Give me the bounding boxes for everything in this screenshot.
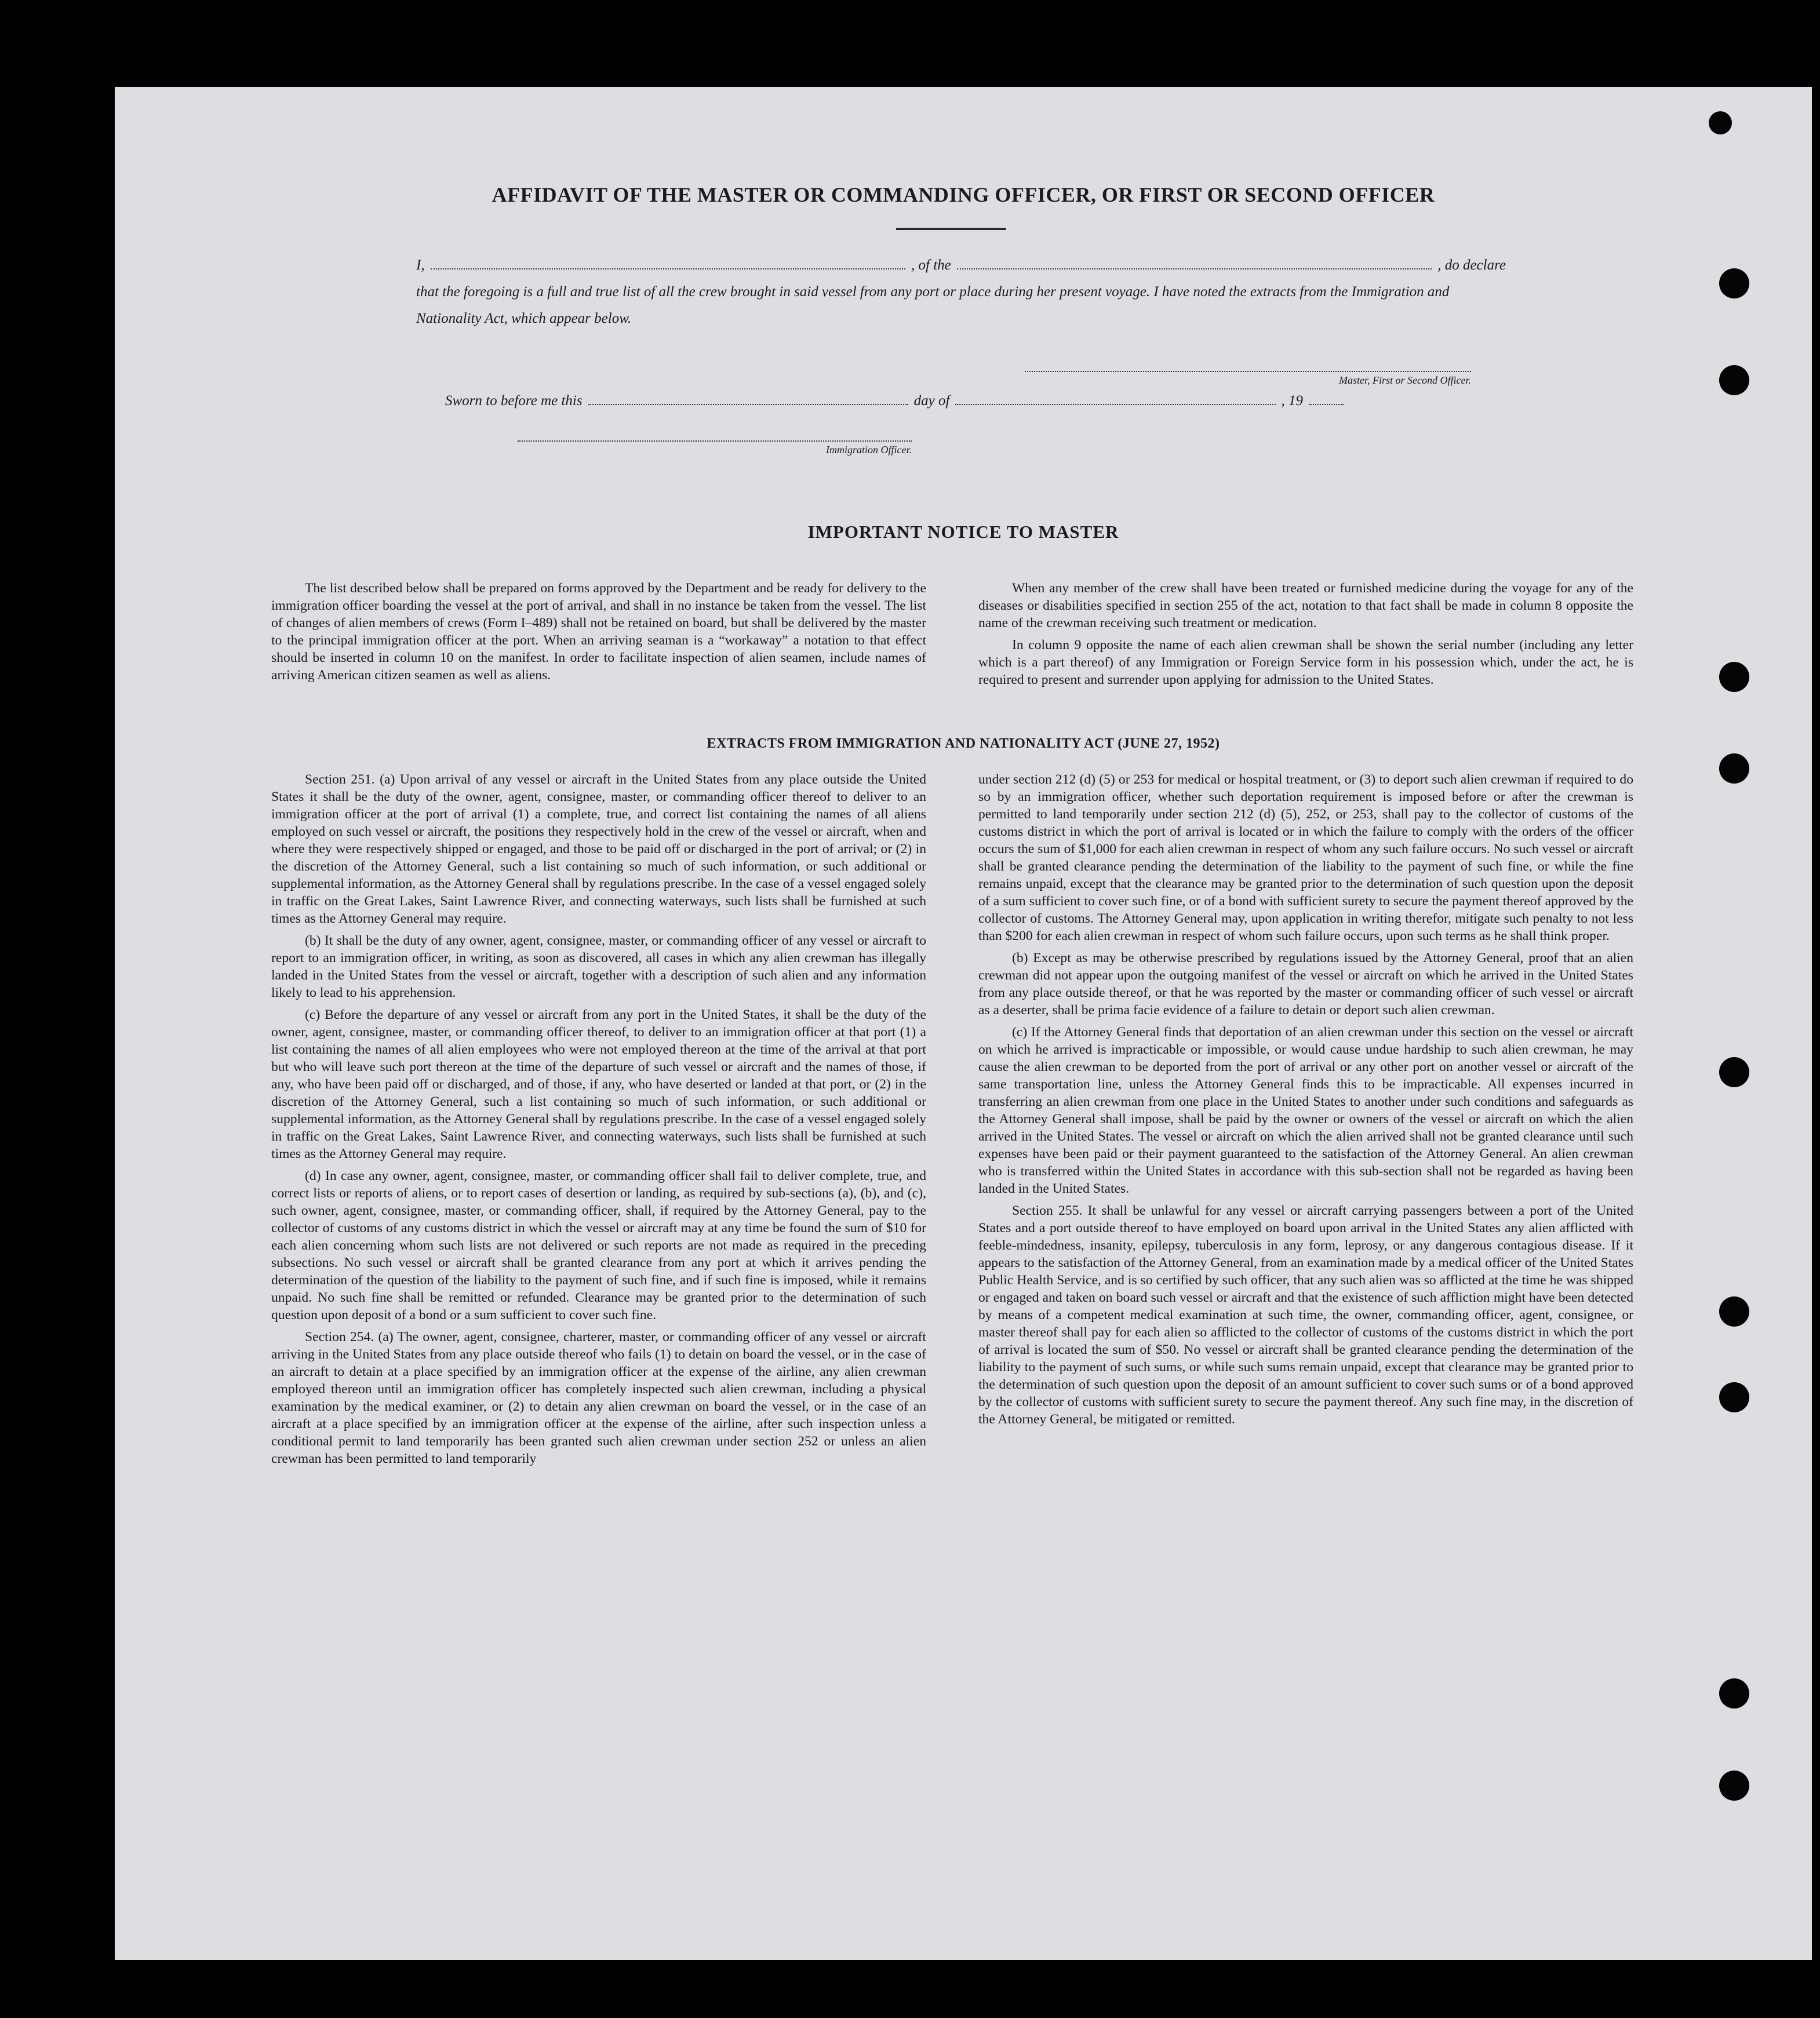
extract-paragraph: (c) If the Attorney General finds that deportation of an alien crewman under this section on the vessel or aircraft on which he arrived is impracticable or impossible, or would cause undue hardship to such alien crewman, he may cause the alien crewman to be deported from the port of arrival or any other port on another vessel or aircraft of the same transportation line, unless the Attorney General finds this to be impracticable. All expenses incurred in transferring an alien crewman from one place in the United States to another under such conditions and safeguards as the Attorney General shall impose, shall be paid by the owner or owners of the vessel or aircraft on which the alien arrived in the United States. The vessel or aircraft on which the alien arrived shall not be granted clearance until such expenses have been paid or their payment guaranteed to the satisfaction of the Attorney General. An alien crewman who is transferred within the United States in accordance with this sub-section shall not be regarded as having been landed in the United States. — [978, 1025, 1633, 1196]
binder-hole — [1719, 753, 1749, 784]
extract-paragraph: Section 255. It shall be unlawful for any vessel or aircraft carrying passengers between a port of the United States and a port outside thereof to have employed on board upon arrival in the United States any alien afflicted with feeble-mindedness, insanity, epilepsy, tuberculosis in any form, leprosy, or any dangerous contagious disease. If it appears to the satisfaction of the Attorney General, from an examination made by a medical officer of the United States Public Health Service, and is so certified by such officer, that any such alien was so afflicted at the time he was shipped or engaged and taken on board such vessel or aircraft and that the existence of such affliction might have been detected by means of a competent medical examination at such time, the owner, commanding officer, agent, consignee, or master thereof shall pay for each alien so afflicted to the collector of customs of the customs district in which the port of arrival is located the sum of $50. No vessel or aircraft shall be granted clearance pending the determination of the liability to the payment of such sums, or while such sums remain unpaid, except that clearance may be granted prior to the determination of such question upon the deposit of an amount sufficient to cover such sums or of a bond approved by the collector of customs with sufficient surety to secure the payment thereof. Any such fine may, in the discretion of the Attorney General, be mitigated or remitted. — [978, 1203, 1633, 1427]
affidavit-title: AFFIDAVIT OF THE MASTER OR COMMANDING OFFICER, OR FIRST OR SECOND OFFICER — [492, 183, 1435, 206]
binder-hole — [1719, 1382, 1749, 1412]
binder-hole — [1719, 1771, 1749, 1801]
binder-hole — [1719, 268, 1749, 298]
extract-paragraph: Section 254. (a) The owner, agent, consignee, charterer, master, or commanding officer of any vessel or aircraft arriving in the United States from any place outside thereof who fails (1) to detain on board the vessel, or in the case of an aircraft to detain at a place specified by an immigration officer at the expense of the airline, any alien crewman employed thereon until an immigration officer has completely inspected such alien crewman, including a physical examination by the medical examiner, or (2) to detain any alien crewman on board the vessel, or in the case of an aircraft at a place specified by an immigration officer at the expense of the airline, after such inspection unless a conditional permit to land temporarily has been granted such alien crewman under section 252 or unless an alien crewman has been permitted to land temporarily — [271, 1329, 926, 1466]
notice-title: IMPORTANT NOTICE TO MASTER — [807, 522, 1119, 542]
notice-left-column — [271, 580, 926, 689]
vessel-blank[interactable] — [957, 256, 1432, 269]
of-the-label: , of the — [911, 257, 951, 273]
binder-hole — [1709, 111, 1732, 134]
extract-paragraph: (d) In case any owner, agent, consignee, master, or commanding officer shall fail to deliver complete, true, and correct lists or reports of aliens, or to report cases of desertion or landing, as required by sub-sections (a), (b), and (c), such owner, agent, consignee, master, or commanding officer, shall, if required by the Attorney General, pay to the collector of customs of any customs district in which the vessel or aircraft may at any time be found the sum of $10 for each alien concerning whom such lists are not delivered or such reports are not made as required in the preceding subsections. No such vessel or aircraft shall be granted clearance from any port at which it arrives pending the determination of the question of the liability to the payment of such fine, and if such fine is imposed, while it remains unpaid. No such fine shall be remitted or refunded. Clearance may be granted prior to the determination of such question upon deposit of a bond or a sum sufficient to cover such fine. — [271, 1168, 926, 1323]
notice-paragraph: In column 9 opposite the name of each alien crewman shall be shown the serial number (including any letter which is a part thereof) of any Immigration or Foreign Service form in his possession which, under the act, he is required to present and surrender upon applying for admission to the United States. — [978, 638, 1633, 687]
extract-paragraph: under section 212 (d) (5) or 253 for medical or hospital treatment, or (3) to deport such alien crewman if required to do so by an immigration officer, whether such deportation requirement is imposed before or after the crewman is permitted to land temporarily under section 212 (d) (5), 252, or 253, shall pay to the collector of customs of the customs district in which the port of arrival is located or in which the failure to comply with the orders of the officer occurs the sum of $1,000 for each alien crewman in respect of whom any such failure occurs. No such vessel or aircraft shall be granted clearance pending the determination of the liability to the payment of such fine, or while the fine remains unpaid, except that the clearance may be granted prior to the determination of such question upon the deposit of a sum sufficient to cover such fine, or of a bond with sufficient surety to secure the payment thereof approved by the collector of customs. The Attorney General may, upon application in writing therefor, mitigate such penalty to not less than $200 for each alien crewman in respect of whom such failure occurs, upon such terms as he shall think proper. — [978, 772, 1633, 944]
day-of-label: day of — [913, 393, 950, 409]
extract-paragraph: Section 251. (a) Upon arrival of any vessel or aircraft in the United States from any place outside the United States it shall be the duty of the owner, agent, consignee, master, or commanding officer thereof to deliver to an immigration officer at the port of arrival (1) a complete, true, and correct list containing the names of all aliens employed on such vessel or aircraft, the positions they respectively hold in the crew of the vessel or aircraft, when and where they were respectively shipped or engaged, and those to be paid off or discharged in the port of arrival; or (2) in the discretion of the Attorney General, such a list containing so much of such information, or such additional or supplemental information, as the Attorney General shall by regulations prescribe. In the case of a vessel engaged solely in traffic on the Great Lakes, Saint Lawrence River, and connecting waterways, such lists shall be furnished at such times as the Attorney General may require. — [271, 772, 926, 926]
binder-hole — [1719, 1296, 1749, 1327]
binder-hole — [1719, 1678, 1749, 1709]
extracts-left-column — [271, 771, 926, 1472]
binder-hole — [1719, 1057, 1749, 1087]
sworn-label: Sworn to before me this — [445, 393, 583, 409]
name-blank[interactable] — [431, 256, 905, 269]
master-signature-line[interactable]: Master, First or Second Officer. — [1025, 371, 1471, 387]
document-page — [115, 87, 1812, 1960]
sworn-line — [445, 392, 1349, 409]
binder-hole — [1719, 365, 1749, 395]
notice-paragraph: The list described below shall be prepared on forms approved by the Department and be ready for delivery to the immigration officer boarding the vessel at the port of arrival, and shall in no instance be taken from the vessel. The list of changes of alien members of crews (Form I–489) shall not be retained on board, but shall be delivered by the master to the principal immigration officer at the port. When an arriving seaman is a “workaway” a notation to that effect should be inserted in column 10 on the manifest. In order to facilitate inspection of alien seamen, include names of arriving American citizen seamen as well as aliens. — [271, 581, 926, 683]
extracts-right-column — [978, 771, 1633, 1433]
do-declare-label: , do declare — [1437, 257, 1506, 273]
year-label: , 19 — [1281, 393, 1304, 409]
extracts-title: EXTRACTS FROM IMMIGRATION AND NATIONALITY ACT (JUNE 27, 1952) — [707, 736, 1220, 751]
notice-paragraph: When any member of the crew shall have been treated or furnished medicine during the voyage for any of the diseases or disabilities specified in section 255 of the act, notation to that fact shall be made in column 8 opposite the name of the crewman receiving such treatment or medication. — [978, 581, 1633, 631]
extract-paragraph: (c) Before the departure of any vessel or aircraft from any port in the United States, it shall be the duty of the owner, agent, consignee, master, or commanding officer thereof, to deliver to an immigration officer at that port (1) a list containing the names of all alien employees who were not employed thereon at the time of the arrival at that port but who will leave such port thereon at the time of the departure of such vessel or aircraft and the names of those, if any, who have been paid off or discharged, and of those, if any, who have deserted or landed at that port, or (2) in the discretion of the Attorney General, such a list containing so much of such information, or such additional or supplemental information, as the Attorney General shall by regulations prescribe. In the case of a vessel engaged solely in traffic on the Great Lakes, Saint Lawrence River, and connecting waterways, such lists shall be furnished at such times as the Attorney General may require. — [271, 1007, 926, 1161]
title-divider — [896, 228, 1006, 230]
extract-paragraph: (b) Except as may be otherwise prescribed by regulations issued by the Attorney General, proof that an alien crewman did not appear upon the outgoing manifest of the vessel or aircraft on which he arrived in the United States from any place outside thereof, or that he was reported by the master or commanding officer of such vessel or aircraft as a deserter, shall be prima facie evidence of a failure to detain or deport such alien crewman. — [978, 950, 1633, 1018]
year-blank[interactable] — [1309, 392, 1344, 405]
affidavit-statement: that the foregoing is a full and true list of all the crew brought in said vessel from any port or place during her present voyage. I have noted the extracts from the Immigration and Nationality Act, which appear below. — [416, 284, 1450, 326]
binder-hole — [1719, 662, 1749, 692]
notice-right-column — [978, 580, 1633, 693]
day-blank[interactable] — [588, 392, 908, 405]
month-blank[interactable] — [955, 392, 1275, 405]
declaration-line — [416, 252, 1506, 279]
extract-paragraph: (b) It shall be the duty of any owner, agent, consignee, master, or commanding officer of any vessel or aircraft to report to an immigration officer, in writing, as soon as discovered, all cases in which any alien crewman has illegally landed in the United States from the vessel or aircraft, together with a description of such alien and any information likely to lead to his apprehension. — [271, 933, 926, 1000]
immigration-officer-signature-line[interactable]: Immigration Officer. — [518, 440, 912, 456]
affidavit-statement-block — [416, 252, 1506, 332]
i-label: I, — [416, 257, 425, 273]
